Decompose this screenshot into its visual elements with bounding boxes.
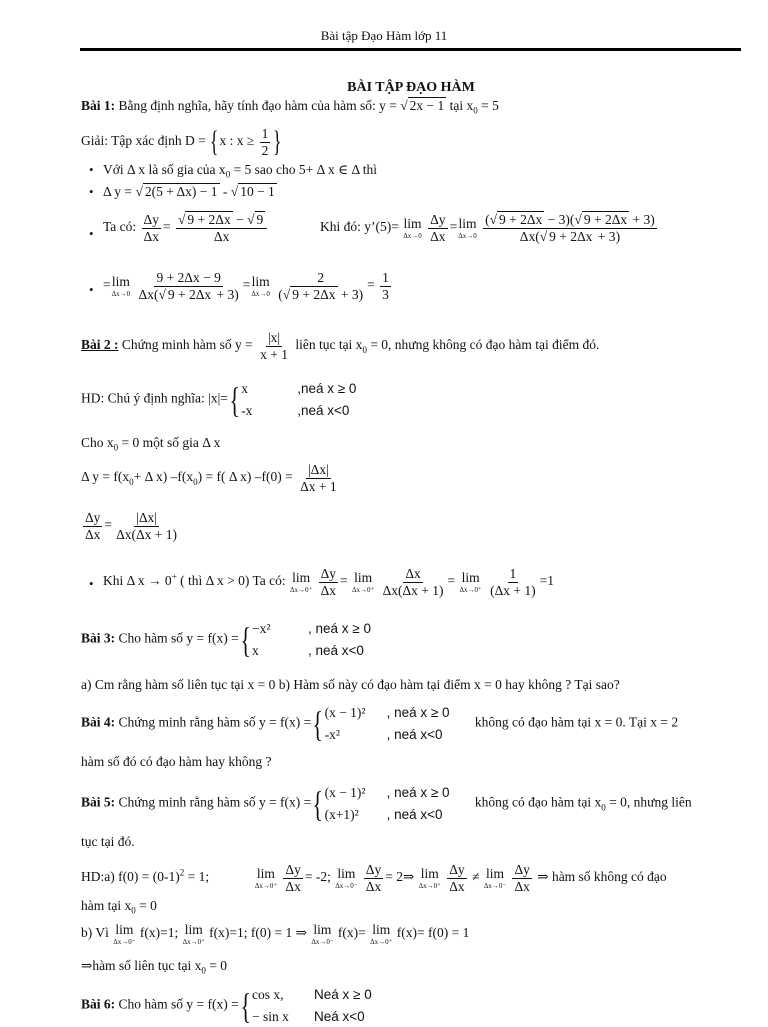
b1-tail: tại $x_0 = 5$	[449, 98, 499, 116]
b5-conclusion: ⇒hàm số liên tục tại $x_0 = 0$	[81, 958, 228, 976]
b5-label: Bài 5:	[81, 794, 116, 810]
b5-hd-line2: hàm tại $x_0 = 0$	[81, 898, 157, 916]
b5-hd-a: HD:a) $f(0) = (0-1)^2 = 1$; lim Δx→0⁺ $\frac{\Delta y}{\Delta x}$ = -2; lim Δx→0⁻ $\frac{\Delta y}{\Delta x}$ = 2⇒ lim Δx→0⁺ $\frac{\Delta y}{\Delta x}$ ≠ lim Δx→0⁻ $\frac{\Delta y}{\Delta x}$ ⇒ hàm số không có đạo	[81, 862, 667, 894]
big-fraction: $\frac{(√ 9 + 2\Delta x - 3)(√ 9 + 2\Delta x + 3)}{\Delta x(√ 9 + 2\Delta x + 3)}$	[485, 212, 655, 244]
b1-bullet-3: • Ta có: $\frac{\Delta y}{\Delta x}$ = $\frac{√ 9 + 2\Delta x - √ 9}{\Delta x}$ Khi đó: y’(5)= lim Δx→0 $\frac{\Delta y}{\Delta x}$ = lim Δx→0 $\frac{(√ 9 + 2\Delta x - 3)(√ 9 + 2\Delta x + 3)}{\Delta x(√ 9 + 2\Delta x + 3)}$	[89, 212, 655, 244]
set-text: x : x ≥	[219, 133, 255, 149]
main-title: BÀI TẬP ĐẠO HÀM	[347, 80, 475, 95]
b4-line2: hàm số đó có đạo hàm hay không ?	[81, 754, 272, 769]
b5-statement: Bài 5: Chứng minh rằng hàm số y = f(x) ={ (x − 1)² , neá x ≥ 0 (x+1)² , neá x<0 không có đạo hàm tại $x_0 = 0$, nhưng liên	[81, 783, 692, 824]
page-header: Bài tập Đạo Hàm lớp 11	[320, 28, 448, 43]
b1-label: Bài 1:	[81, 98, 116, 113]
b5-line2: tục tại đó.	[81, 834, 135, 849]
b6-statement: Bài 6: Cho hàm số y = f(x) ={ cos x, Neá x ≥ 0 − sin x Neá x<0	[81, 985, 372, 1026]
b4-statement: Bài 4: Chứng minh rằng hàm số y = f(x) ={ (x − 1)² , neá x ≥ 0 -x² , neá x<0 không có đạo hàm tại x = 0. Tại x = 2	[81, 703, 679, 744]
b2-dy-line: Δ $y = f(x_0+ \Delta$ x) $-f(x_0) = f$( Δ x) –f(0) = $\frac{|\Delta x|}{\Delta x + 1}$	[81, 462, 337, 494]
b1-bullet-2: • Δ y = √ 2(5 + Δx) − 1 - √ 10 − 1	[89, 184, 275, 199]
b2-hd: HD: Chú ý định nghĩa: |x|={ x ,neá x ≥ 0 -x ,neá x<0	[81, 379, 357, 420]
b2-ratio: $\frac{\Delta y}{\Delta x}$ = $\frac{|\Delta x|}{\Delta x(\Delta x + 1)}$	[85, 510, 178, 542]
b4-label: Bài 4:	[81, 714, 116, 730]
fraction: $\frac{1}{2}$	[261, 126, 269, 158]
b1-text: Bằng định nghĩa, hãy tính đạo hàm của hàm số: y =	[118, 98, 397, 113]
sqrt-expr: √ 2x − 1	[400, 98, 445, 113]
b2-cho: Cho $x_0 = 0$ một số gia Δ x	[81, 435, 221, 453]
b1-giai: Giải: Tập xác định D = {x : x ≥ $\frac{1}{2}$ }	[81, 125, 282, 159]
b6-label: Bài 6:	[81, 996, 116, 1012]
giai-text: Giải: Tập xác định D =	[81, 133, 206, 149]
b1-bullet-4: • = lim Δx→0 $\frac{9 + 2\Delta x - 9}{\Delta x(√ 9 + 2\Delta x + 3)}$ = lim Δx→0 $\frac{2}{(√ 9 + 2\Delta x + 3)}$ = $\frac{1}{3}$	[89, 270, 389, 302]
b3-statement: Bài 3: Cho hàm số y = f(x) ={ −x² , neá x ≥ 0 x , neá x<0	[81, 619, 371, 660]
b2-bullet: • Khi Δ x → 0+ ( thì Δ x > 0) Ta có: lim Δx→0⁺ $\frac{\Delta y}{\Delta x}$ = lim Δx→0⁺ $\frac{\Delta x}{\Delta x(\Delta x + 1)}$ = lim Δx→0⁺ $\frac{1}{(\Delta x + 1)}$ =1	[89, 566, 555, 598]
b1-bullet-1: • Với Δ x là số gia của $x_0 = 5$ sao cho 5+ Δ x ∈ Δ thì	[89, 162, 378, 180]
b3-label: Bài 3:	[81, 630, 116, 646]
b5-b-line: b) Vì lim Δx→0⁻ f(x)=1; lim Δx→0⁺ f(x)=1; f(0) = 1 ⇒ lim Δx→0⁻ f(x)= lim Δx→0⁺ f(x)= f(0) = 1	[81, 922, 470, 947]
b1-statement	[81, 98, 499, 116]
header-rule	[80, 48, 741, 51]
b2-label: Bài 2 :	[81, 337, 119, 353]
b3-question: a) Cm rằng hàm số liên tục tại x = 0 b) Hàm số này có đạo hàm tại điểm x = 0 hay không ? Tại sao?	[81, 677, 620, 692]
b2-statement: Bài 2 : Chứng minh hàm số y = $\frac{|x|}{x + 1}$ liên tục tại $x_0 = 0$, nhưng không có đạo hàm tại điểm đó.	[81, 330, 600, 362]
